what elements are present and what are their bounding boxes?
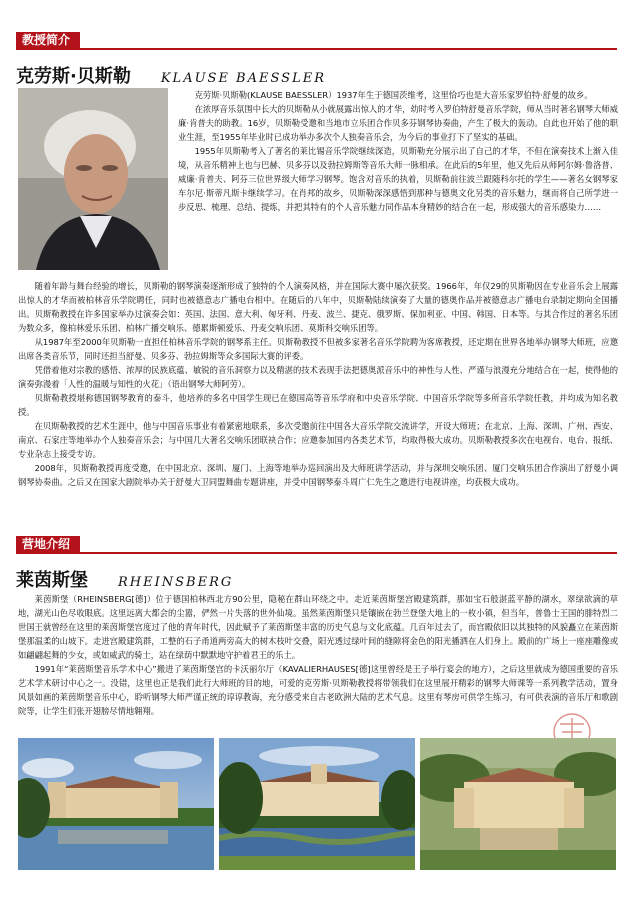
section-header-professor [16, 32, 617, 50]
paragraph: 在贝斯勒教授的艺术生涯中，他与中国音乐事业有着紧密地联系，多次受邀前往中国各大音乐学院交流讲学，开设大师班；在北京、上海、深圳、广州、西安、南京、石家庄等地举办个人独奏音乐会；与中国几大著名交响乐团联袂合作；应邀参加国内各类艺术节，均取得极大成功。贝斯勒教授多次在电视台、电台、报纸、专业杂志上接受专访。 [18, 421, 618, 459]
professor-name-en: KLAUSE BAESSLER [160, 71, 326, 86]
paragraph: 1955年贝斯勒考入了著名的莱比锡音乐学院继续深造，贝斯勒充分展示出了自己的才华，不但在演奏技术上渐入佳境，从音乐精神上也与巴赫、贝多芬以及勃拉姆斯等音乐大师一脉相承。在此后的5年里，他又先后从师阿尔姆·鲁洛普、威廉·肯普夫、阿芬三位世界级大师学习钢琴。饱含对音乐的执着，贝斯勒前往波兰跟随科尔托的学生——著名女钢琴家车尔尼·斯蒂凡斯卡继续学习。在肖邦的故乡，贝斯勒深深感悟到那种与德奥文化另类的音乐魅力，继而将自己所学进一步反思、梳理、总结、提炼，并把其特有的个人音乐魅力同作品本身精妙的结合在一起，形成强大的音乐感染力…… [178, 146, 618, 212]
camp-text [18, 592, 618, 718]
paragraph: 贝斯勒教授堪称德国钢琴教育的泰斗，他培养的多名中国学生现已在德国高等音乐学府和中央音乐学院、中国音乐学院等多所音乐学院任教，并均成为知名教授。 [18, 393, 618, 417]
portrait-photo [18, 88, 168, 270]
paragraph: 随着年龄与舞台经验的增长，贝斯勒的钢琴演奏逐渐形成了独特的个人演奏风格，并在国际大赛中屡次获奖。1966年，年仅29的贝斯勒因在专业音乐会上展露出惊人的才华而被柏林音乐学院聘任，同时也被德意志广播电台相中。在随后的八年中，贝斯勒陆续演奏了大量的德奥作品并被德意志广播电台录制定期向全国播出。贝斯勒教授在许多国家举办过演奏会如：英国、法国、意大利、匈牙利、丹麦、波兰、捷克、俄罗斯、保加利亚、中国、韩国、日本等。与其合作过的著名乐团为数众多，像柏林爱乐乐团、柏林广播交响乐、德累斯顿爱乐、丹麦交响乐团、莫斯科交响乐团等。 [18, 281, 618, 333]
camp-photo-gallery [18, 738, 616, 870]
section-title: 教授简介 [16, 32, 80, 48]
camp-name-cn: 莱茵斯堡 [16, 570, 88, 591]
camp-name [16, 566, 233, 592]
section-title: 营地介绍 [16, 536, 80, 552]
professor-name [16, 62, 326, 88]
palace-garden-photo [219, 738, 415, 870]
palace-lake-photo [18, 738, 214, 870]
professor-intro-text [178, 88, 618, 214]
paragraph: 克劳斯·贝斯勒(KLAUSE BAESSLER）1937年生于德国茨维考，这里恰巧也是大音乐家罗伯特·舒曼的故乡。 [194, 90, 593, 100]
section-header-camp [16, 536, 617, 554]
paragraph: 凭借着他对宗教的感悟、浓厚的民族底蕴、敏锐的音乐洞察力以及精湛的技术表现手法把德奥派音乐中的神性与人性、严谨与浪漫充分地结合在一起，使得他的演奏弥漫着「人性的温暖与知性的火花」（语出钢琴大师阿劳）。 [18, 365, 618, 389]
palace-aerial-photo [420, 738, 616, 870]
professor-bio-text [18, 279, 618, 489]
paragraph: 莱茵斯堡（RHEINSBERG[德]）位于德国柏林西北方90公里，隐秘在群山环绕之中。走近莱茵斯堡宫殿建筑群，那如宝石般湛蓝平静的湖水，翠绿欲滴的草地，湖光山色尽收眼底。这里远离大都会的尘嚣，俨然一片失落的世外仙境。虽然莱茵斯堡只是镶嵌在勃兰登堡大地上的一枚小镇，但当年，普鲁士王国的腓特烈二世国王就曾经在这里的莱茵斯堡宫度过了他的青年时代，因此赋予了莱茵斯堡丰富的历史气息与文化底蕴。几百年过去了，而宫殿依旧以其独特的风貌矗立在莱茵斯堡那温柔的山坡下。走进宫殿建筑群，工整的石子甬道两旁高大的树木枝叶交叠，阳光透过绿叶间的缝隙将金色的阳光播洒在人们身上。殿前的广场上一座座雕像或如翩翩起舞的少女，或如威武的骑士，站在绿荫中默默地守护着君王的乐土。 [18, 594, 618, 660]
paragraph: 2008年，贝斯勒教授再度受邀，在中国北京、深圳、厦门、上海等地举办巡回演出及大师班讲学活动，并与深圳交响乐团、厦门交响乐团合作演出了舒曼小调钢琴协奏曲。之后又在国家大剧院举办关于舒曼大卫同盟舞曲专题讲座，并受中国钢琴泰斗周广仁先生之邀进行电视讲座，均获极大成功。 [18, 463, 618, 487]
professor-name-cn: 克劳斯·贝斯勒 [16, 66, 131, 87]
paragraph: 1991年“莱茵斯堡音乐学术中心”搬进了莱茵斯堡宫的卡沃丽尔厅（KAVALIERHAUSES[德]这里曾经是王子举行宴会的地方），之后这里就成为德国重要的音乐艺术学术研讨中心之一。没错，这里也正是我们此行大师班的目的地，可爱的克劳斯·贝斯勒教授将带领我们在这里展开精彩的钢琴大师课等一系列教学活动，置身风景如画的莱茵斯堡音乐中心，聆听钢琴大师严谨正统的谆谆教诲，充分感受来自古老欧洲大陆的艺术气息。这里有琴房可供学生练习，有可供表演的音乐厅和歌剧院等，让学生们张开翅膀尽情地翱翔。 [18, 664, 618, 716]
camp-name-en: RHEINSBERG [118, 575, 234, 590]
paragraph: 在浓厚音乐氛围中长大的贝斯勒从小就展露出惊人的才华，幼时考入罗伯特舒曼音乐学院，师从当时著名钢琴大师威廉·肯普夫的助教。16岁，贝斯勒受邀和当地市立乐团合作贝多芬钢琴协奏曲，产生了极大的轰动。自此也开始了他的职业生涯，至1955年毕业时已成功举办多次个人独奏音乐会，为今后的事业打下了坚实的基础。 [178, 104, 618, 142]
paragraph: 从1987年至2000年贝斯勒一直担任柏林音乐学院的钢琴系主任。贝斯勒教授不但被多家著名音乐学院聘为客席教授，还定期在世界各地举办钢琴大师班，应邀出席各类音乐节，同时还担当舒曼、贝多芬、勃拉姆斯等众多国际大赛的评委。 [18, 337, 618, 361]
